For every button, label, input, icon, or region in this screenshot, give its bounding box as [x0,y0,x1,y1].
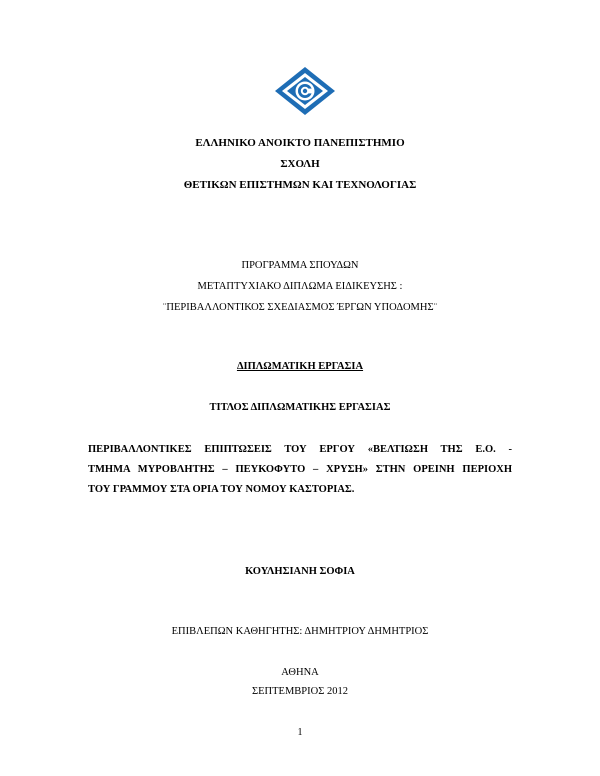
faculty-name: ΘΕΤΙΚΩΝ ΕΠΙΣΤΗΜΩΝ ΚΑΙ ΤΕΧΝΟΛΟΓΙΑΣ [183,179,417,191]
date: ΣΕΠΤΕΜΒΡΙΟΣ 2012 [252,686,348,697]
university-name: ΕΛΛΗΝΙΚΟ ΑΝΟΙΚΤΟ ΠΑΝΕΠΙΣΤΗΜΙΟ [195,137,405,149]
author-name: ΚΟΥΛΗΣΙΑΝΗ ΣΟΦΙΑ [245,566,355,577]
thesis-title-line-2: ΤΜΗΜΑ ΜΥΡΟΒΛΗΤΗΣ – ΠΕΥΚΟΦΥΤΟ – ΧΡΥΣΗ» ΣΤΗΝ ΟΡΕΙΝΗ ΠΕΡΙΟΧΗ [88,464,512,475]
thesis-type: ΔΙΠΛΩΜΑΤΙΚΗ ΕΡΓΑΣΙΑ [236,361,364,372]
program-degree: ΜΕΤΑΠΤΥΧΙΑΚΟ ΔΙΠΛΩΜΑ ΕΙΔΙΚΕΥΣΗΣ : [197,281,403,292]
place: ΑΘΗΝΑ [281,667,319,678]
thesis-title-label: ΤΙΤΛΟΣ ΔΙΠΛΩΜΑΤΙΚΗΣ ΕΡΓΑΣΙΑΣ [209,402,391,413]
university-logo-icon [274,66,336,116]
supervisor: ΕΠΙΒΛΕΠΩΝ ΚΑΘΗΓΗΤΗΣ: ΔΗΜΗΤΡΙΟΥ ΔΗΜΗΤΡΙΟΣ [171,626,429,637]
page-number: 1 [297,727,303,738]
school-label: ΣΧΟΛΗ [280,158,320,170]
program-specialization: ¨ΠΕΡΙΒΑΛΛΟΝΤΙΚΟΣ ΣΧΕΔΙΑΣΜΟΣ ΈΡΓΩΝ ΥΠΟΔΟΜΗΣ¨ [162,302,438,313]
thesis-title-line-3: ΤΟΥ ΓΡΑΜΜΟΥ ΣΤΑ ΟΡΙΑ ΤΟΥ ΝΟΜΟΥ ΚΑΣΤΟΡΙΑΣ. [88,484,355,495]
program-title: ΠΡΟΓΡΑΜΜΑ ΣΠΟΥΔΩΝ [241,260,359,271]
thesis-title-line-1: ΠΕΡΙΒΑΛΛΟΝΤΙΚΕΣ ΕΠΙΠΤΩΣΕΙΣ ΤΟΥ ΕΡΓΟΥ «ΒΕΛΤΙΩΣΗ ΤΗΣ Ε.Ο. - [88,444,512,455]
